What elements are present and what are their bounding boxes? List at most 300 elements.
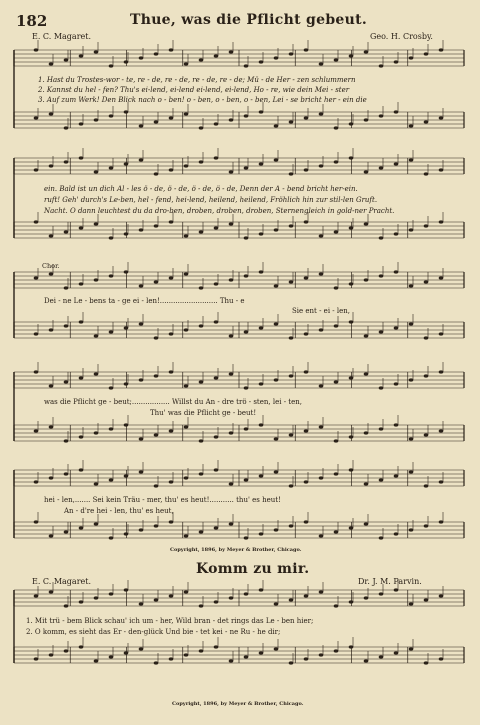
note-head — [274, 378, 279, 381]
note-head — [319, 653, 324, 656]
note-head — [394, 232, 399, 235]
note-head — [349, 122, 354, 125]
note-head — [319, 272, 324, 275]
note-head — [49, 164, 54, 167]
chorus-label: Chor. — [42, 262, 60, 270]
note-head — [169, 48, 174, 51]
note-head — [199, 160, 204, 163]
note-head — [79, 226, 84, 229]
note-head — [244, 330, 249, 333]
note-head — [139, 284, 144, 287]
chorus-line-1-top: Dei - ne Le - bens ta - ge ei - len!.......................... Thu - e — [44, 297, 245, 305]
note-head — [184, 112, 189, 115]
song2-composer: Dr. J. M. Parvin. — [358, 577, 422, 586]
note-head — [109, 64, 114, 67]
song1-copyright: Copyright, 1896, by Meyer & Brother, Chicago. — [170, 547, 302, 553]
note-head — [349, 226, 354, 229]
note-head — [79, 600, 84, 603]
note-head — [424, 280, 429, 283]
note-head — [139, 228, 144, 231]
note-head — [154, 433, 159, 436]
note-head — [289, 120, 294, 123]
note-head — [34, 480, 39, 483]
note-head — [34, 48, 39, 51]
note-head — [379, 274, 384, 277]
note-head — [79, 526, 84, 529]
note-head — [49, 234, 54, 237]
note-head — [244, 536, 249, 539]
note-head — [34, 168, 39, 171]
note-head — [64, 530, 69, 533]
note-head — [274, 602, 279, 605]
note-head — [214, 54, 219, 57]
note-head — [379, 427, 384, 430]
note-head — [364, 334, 369, 337]
note-head — [274, 647, 279, 650]
note-head — [94, 50, 99, 53]
note-head — [124, 60, 129, 63]
note-head — [274, 437, 279, 440]
note-head — [139, 647, 144, 650]
note-head — [154, 172, 159, 175]
note-head — [439, 48, 444, 51]
note-head — [124, 588, 129, 591]
note-head — [154, 484, 159, 487]
note-head — [424, 524, 429, 527]
note-head — [184, 590, 189, 593]
note-head — [244, 386, 249, 389]
note-head — [64, 58, 69, 61]
note-head — [439, 594, 444, 597]
note-head — [439, 370, 444, 373]
note-head — [349, 526, 354, 529]
note-head — [34, 220, 39, 223]
note-head — [409, 228, 414, 231]
note-head — [94, 170, 99, 173]
song1-title: Thue, was die Pflicht gebeut. — [130, 12, 368, 28]
note-head — [169, 370, 174, 373]
note-head — [379, 386, 384, 389]
note-head — [109, 386, 114, 389]
note-head — [394, 60, 399, 63]
note-head — [244, 592, 249, 595]
note-head — [64, 604, 69, 607]
note-head — [169, 276, 174, 279]
note-head — [319, 534, 324, 537]
note-head — [334, 286, 339, 289]
note-head — [364, 522, 369, 525]
note-head — [199, 530, 204, 533]
note-head — [169, 220, 174, 223]
note-head — [139, 124, 144, 127]
note-head — [214, 376, 219, 379]
note-head — [199, 649, 204, 652]
note-head — [154, 120, 159, 123]
note-head — [394, 651, 399, 654]
note-head — [379, 64, 384, 67]
note-head — [199, 58, 204, 61]
note-head — [349, 376, 354, 379]
note-head — [184, 62, 189, 65]
note-head — [184, 384, 189, 387]
note-head — [124, 651, 129, 654]
note-head — [34, 276, 39, 279]
note-head — [259, 326, 264, 329]
note-head — [154, 598, 159, 601]
note-head — [289, 661, 294, 664]
note-head — [64, 126, 69, 129]
note-head — [424, 336, 429, 339]
song2-title: Komm zu mir. — [196, 561, 310, 577]
note-head — [169, 429, 174, 432]
song1-verse-a-1: 1. Hast du Trostes-wor - te, re - de, re - de, re - de, re - de; Mü - de Her - zen schlummern — [38, 76, 356, 84]
note-head — [229, 278, 234, 281]
note-head — [274, 158, 279, 161]
note-head — [289, 524, 294, 527]
note-head — [49, 590, 54, 593]
note-head — [364, 659, 369, 662]
note-head — [64, 324, 69, 327]
note-head — [319, 476, 324, 479]
note-head — [79, 282, 84, 285]
note-head — [229, 334, 234, 337]
song2-verse-2: 2. O komm, es sieht das Er - den-glück Und bie - tet kei - ne Ru - he dir; — [26, 628, 281, 636]
note-head — [109, 536, 114, 539]
note-head — [244, 655, 249, 658]
note-head — [304, 594, 309, 597]
note-head — [349, 54, 354, 57]
note-head — [169, 116, 174, 119]
note-head — [94, 334, 99, 337]
note-head — [49, 653, 54, 656]
note-head — [214, 526, 219, 529]
note-head — [124, 232, 129, 235]
note-head — [244, 64, 249, 67]
note-head — [79, 435, 84, 438]
note-head — [139, 470, 144, 473]
note-head — [34, 116, 39, 119]
note-head — [94, 222, 99, 225]
note-head — [409, 647, 414, 650]
note-head — [214, 600, 219, 603]
note-head — [334, 230, 339, 233]
note-head — [139, 378, 144, 381]
note-head — [199, 126, 204, 129]
note-head — [79, 156, 84, 159]
note-head — [244, 166, 249, 169]
note-head — [289, 224, 294, 227]
note-head — [439, 657, 444, 660]
note-head — [304, 370, 309, 373]
note-head — [154, 52, 159, 55]
note-head — [169, 657, 174, 660]
note-head — [364, 431, 369, 434]
note-head — [214, 468, 219, 471]
note-head — [304, 48, 309, 51]
note-head — [259, 423, 264, 426]
note-head — [34, 429, 39, 432]
note-head — [334, 439, 339, 442]
note-head — [139, 602, 144, 605]
note-head — [394, 588, 399, 591]
note-head — [409, 378, 414, 381]
note-head — [139, 158, 144, 161]
note-head — [439, 116, 444, 119]
note-head — [109, 114, 114, 117]
note-head — [34, 657, 39, 660]
note-head — [214, 226, 219, 229]
note-head — [364, 372, 369, 375]
chorus-line-1-bottom: Sie ent - ei - len, — [292, 307, 350, 315]
note-head — [274, 124, 279, 127]
chorus-line-2-bottom: Thu' was die Pflicht ge - beut! — [150, 409, 257, 417]
note-head — [259, 588, 264, 591]
note-head — [94, 482, 99, 485]
note-head — [274, 56, 279, 59]
note-head — [349, 468, 354, 471]
note-head — [334, 649, 339, 652]
note-head — [424, 374, 429, 377]
note-head — [409, 528, 414, 531]
note-head — [49, 476, 54, 479]
note-head — [64, 286, 69, 289]
note-head — [379, 592, 384, 595]
note-head — [109, 274, 114, 277]
note-head — [409, 437, 414, 440]
note-head — [124, 110, 129, 113]
note-head — [229, 596, 234, 599]
note-head — [319, 328, 324, 331]
note-head — [214, 320, 219, 323]
note-head — [184, 425, 189, 428]
note-head — [259, 110, 264, 113]
song1-verse-b-1: ein. Bald ist un dich Al - les ö - de, ö - de, ö - de, ö - de, Denn der A - bend bricht her-ein. — [44, 185, 358, 193]
note-head — [319, 590, 324, 593]
song1-author: E. C. Magaret. — [32, 32, 92, 41]
note-head — [109, 655, 114, 658]
song2-author: E. C. Magaret. — [32, 577, 92, 586]
note-head — [424, 484, 429, 487]
note-head — [409, 602, 414, 605]
note-head — [349, 600, 354, 603]
note-head — [349, 645, 354, 648]
note-head — [304, 168, 309, 171]
note-head — [424, 120, 429, 123]
note-head — [244, 114, 249, 117]
note-head — [289, 336, 294, 339]
note-head — [244, 478, 249, 481]
chorus-line-3-bottom: An - d're hei - len, thu' es heut, — [64, 507, 174, 515]
note-head — [349, 156, 354, 159]
note-head — [94, 659, 99, 662]
song1-verse-b-3: Nacht. O dann leuchtest du da dro-ben, droben, droben, droben, Sternengleich in gold-ner Pracht. — [44, 207, 395, 215]
note-head — [94, 431, 99, 434]
note-head — [184, 164, 189, 167]
note-head — [64, 380, 69, 383]
note-head — [364, 482, 369, 485]
note-head — [214, 156, 219, 159]
note-head — [424, 172, 429, 175]
note-head — [304, 116, 309, 119]
note-head — [304, 220, 309, 223]
note-head — [304, 332, 309, 335]
note-head — [79, 376, 84, 379]
note-head — [214, 435, 219, 438]
note-head — [424, 433, 429, 436]
note-head — [379, 236, 384, 239]
note-head — [109, 330, 114, 333]
chorus-line-2-top: was die Pflicht ge - beut;................. Willst du An - dre trö - sten, lei - ten, — [44, 398, 302, 406]
note-head — [79, 468, 84, 471]
note-head — [184, 534, 189, 537]
note-head — [439, 429, 444, 432]
note-head — [289, 280, 294, 283]
note-head — [49, 62, 54, 65]
note-head — [244, 274, 249, 277]
note-head — [319, 62, 324, 65]
note-head — [154, 280, 159, 283]
note-head — [364, 118, 369, 121]
note-head — [409, 124, 414, 127]
note-head — [379, 478, 384, 481]
note-head — [274, 322, 279, 325]
note-head — [49, 328, 54, 331]
note-head — [34, 370, 39, 373]
note-head — [319, 384, 324, 387]
note-head — [154, 524, 159, 527]
note-head — [49, 425, 54, 428]
note-head — [199, 230, 204, 233]
note-head — [109, 592, 114, 595]
note-head — [259, 232, 264, 235]
note-head — [274, 228, 279, 231]
note-head — [79, 54, 84, 57]
note-head — [124, 532, 129, 535]
note-head — [394, 270, 399, 273]
note-head — [184, 653, 189, 656]
chorus-line-3-top: hei - len,....... Sei kein Träu - mer, thu' es heut!........... thu' es heut! — [44, 496, 281, 504]
note-head — [229, 372, 234, 375]
note-head — [244, 236, 249, 239]
note-head — [319, 234, 324, 237]
note-head — [334, 380, 339, 383]
note-head — [199, 324, 204, 327]
note-head — [214, 282, 219, 285]
note-head — [334, 604, 339, 607]
song1-verse-b-2: ruft! Geh' durch's Le-ben, hel - fend, hei-lend, heilend, heilend, Fröhlich hin zur stil-len Gruft. — [44, 196, 378, 204]
note-head — [319, 112, 324, 115]
note-head — [439, 332, 444, 335]
note-head — [439, 168, 444, 171]
note-head — [334, 472, 339, 475]
song1-verse-a-3: 3. Auf zum Werk! Den Blick nach o - ben! o - ben, o - ben, o - ben, Lei - se bricht her - ein die — [38, 96, 367, 104]
song2-verse-1: 1. Mit trü - bem Blick schau' ich um - her, Wild bran - det rings das Le - ben hier; — [26, 617, 314, 625]
song1-composer: Geo. H. Crosby. — [370, 32, 433, 41]
note-head — [424, 224, 429, 227]
note-head — [259, 162, 264, 165]
note-head — [34, 332, 39, 335]
note-head — [379, 536, 384, 539]
note-head — [304, 520, 309, 523]
note-head — [424, 661, 429, 664]
note-head — [109, 236, 114, 239]
note-head — [109, 166, 114, 169]
note-head — [109, 427, 114, 430]
note-head — [184, 272, 189, 275]
note-head — [394, 474, 399, 477]
note-head — [214, 122, 219, 125]
note-head — [229, 222, 234, 225]
note-head — [274, 470, 279, 473]
note-head — [49, 384, 54, 387]
note-head — [409, 322, 414, 325]
note-head — [154, 224, 159, 227]
note-head — [199, 380, 204, 383]
note-head — [334, 126, 339, 129]
note-head — [229, 482, 234, 485]
note-head — [199, 604, 204, 607]
note-head — [289, 433, 294, 436]
note-head — [124, 474, 129, 477]
note-head — [259, 382, 264, 385]
song1-verse-a-2: 2. Kannst du hel - fen? Thu's ei-lend, ei-lend ei-lend, ei-lend, Ho - re, wie dein Mei - ster — [38, 86, 350, 94]
note-head — [439, 220, 444, 223]
note-head — [199, 439, 204, 442]
note-head — [334, 58, 339, 61]
note-head — [79, 645, 84, 648]
note-head — [349, 320, 354, 323]
note-head — [124, 270, 129, 273]
note-head — [49, 534, 54, 537]
note-head — [154, 374, 159, 377]
note-head — [394, 423, 399, 426]
note-head — [334, 530, 339, 533]
note-head — [79, 122, 84, 125]
song2-copyright: Copyright, 1896, by Meyer & Brother, Chicago. — [172, 701, 304, 707]
note-head — [424, 52, 429, 55]
note-head — [34, 520, 39, 523]
note-head — [214, 645, 219, 648]
note-head — [124, 423, 129, 426]
note-head — [64, 649, 69, 652]
note-head — [259, 651, 264, 654]
note-head — [439, 480, 444, 483]
page-number: 182 — [16, 12, 48, 30]
note-head — [49, 112, 54, 115]
note-head — [169, 594, 174, 597]
note-head — [319, 164, 324, 167]
note-head — [394, 326, 399, 329]
note-head — [64, 230, 69, 233]
note-head — [394, 162, 399, 165]
note-head — [94, 372, 99, 375]
note-head — [289, 484, 294, 487]
note-head — [319, 425, 324, 428]
note-head — [349, 435, 354, 438]
note-head — [259, 532, 264, 535]
note-head — [304, 276, 309, 279]
note-head — [199, 472, 204, 475]
note-head — [94, 278, 99, 281]
note-head — [229, 118, 234, 121]
note-head — [394, 532, 399, 535]
note-head — [34, 594, 39, 597]
note-head — [199, 286, 204, 289]
note-head — [244, 427, 249, 430]
note-head — [274, 528, 279, 531]
note-head — [154, 661, 159, 664]
note-head — [379, 114, 384, 117]
